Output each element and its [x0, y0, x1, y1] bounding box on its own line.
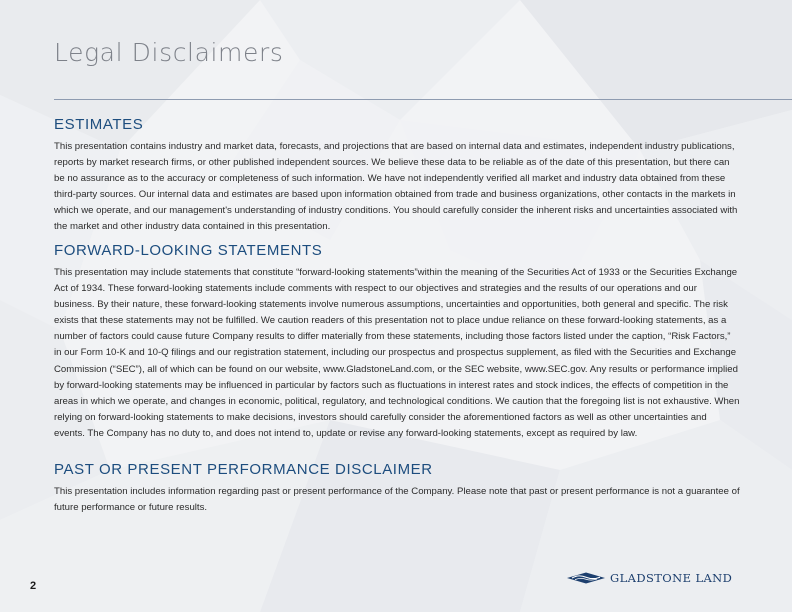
- title-divider: [54, 99, 792, 100]
- gladstone-land-logo: [567, 570, 732, 586]
- section-estimates: [54, 116, 740, 236]
- section-body-estimates: This presentation contains industry and market data, forecasts, and projections that are based on internal data and estimates, independent industry publications, reports by market research firms, or other published independent sources. We believe these data to be reliable as of the date of this presentation, but there can be no assurance as to the accuracy or completeness of such information. We have not independently verified all market and industry data obtained from these third-party sources. Our internal data and estimates are based upon information obtained from trade and business organizations, other contacts in the markets in which we operate, and our management's understanding of industry conditions. You should carefully consider the inherent risks and uncertainties associated with the market and other industry data contained in this presentation.: [54, 141, 738, 233]
- section-heading-past-performance-disclaimer: PAST OR PRESENT PERFORMANCE DISCLAIMER: [54, 461, 433, 478]
- section-forward-looking-statements: [54, 242, 740, 442]
- section-body-past-performance-disclaimer: This presentation includes information regarding past or present performance of the Company. Please note that past or present performance is not a guarantee of future performance or future results.: [54, 486, 740, 514]
- logo-wordmark: GLADSTONE LAND: [610, 571, 733, 585]
- page-title: Legal Disclaimers: [54, 38, 284, 67]
- page-number: 2: [30, 580, 37, 592]
- section-heading-estimates: ESTIMATES: [54, 116, 144, 133]
- section-heading-forward-looking-statements: FORWARD-LOOKING STATEMENTS: [54, 242, 323, 259]
- section-body-forward-looking-statements: This presentation may include statements that constitute “forward-looking statements”within the meaning of the Securities Act of 1933 or the Securities Exchange Act of 1934. These forward-looking statements include comments with respect to our objectives and strategies and the results of our operations and our business. By their nature, these forward-looking statements involve numerous assumptions, uncertainties and opportunities, both general and specific. The risk exists that these statements may not be fulfilled. We caution readers of this presentation not to place undue reliance on these forward-looking statements, as a number of factors could cause future Company results to differ materially from these statements, including those factors listed under the caption, “Risk Factors,” in our Form 10-K and 10-Q filings and our registration statement, including our prospectus and prospectus supplement, as filed with the Securities and Exchange Commission (“SEC”), all of which can be found on our website, www.GladstoneLand.com, or the SEC website, www.SEC.gov. Any results or performance implied by forward-looking statements may be influenced in particular by factors such as fluctuations in interest rates and stock indices, the effects of competition in the areas in which we operate, and changes in economic, political, regulatory, and technological conditions. We caution that the foregoing list is not exhaustive. When relying on forward-looking statements to make decisions, investors should carefully consider the aforementioned factors as well as other uncertainties and events. The Company has no duty to, and does not intend to, update or revise any forward-looking statements, except as required by law.: [54, 267, 740, 439]
- section-past-performance-disclaimer: [54, 461, 740, 516]
- gladstone-wave-icon: [567, 572, 605, 584]
